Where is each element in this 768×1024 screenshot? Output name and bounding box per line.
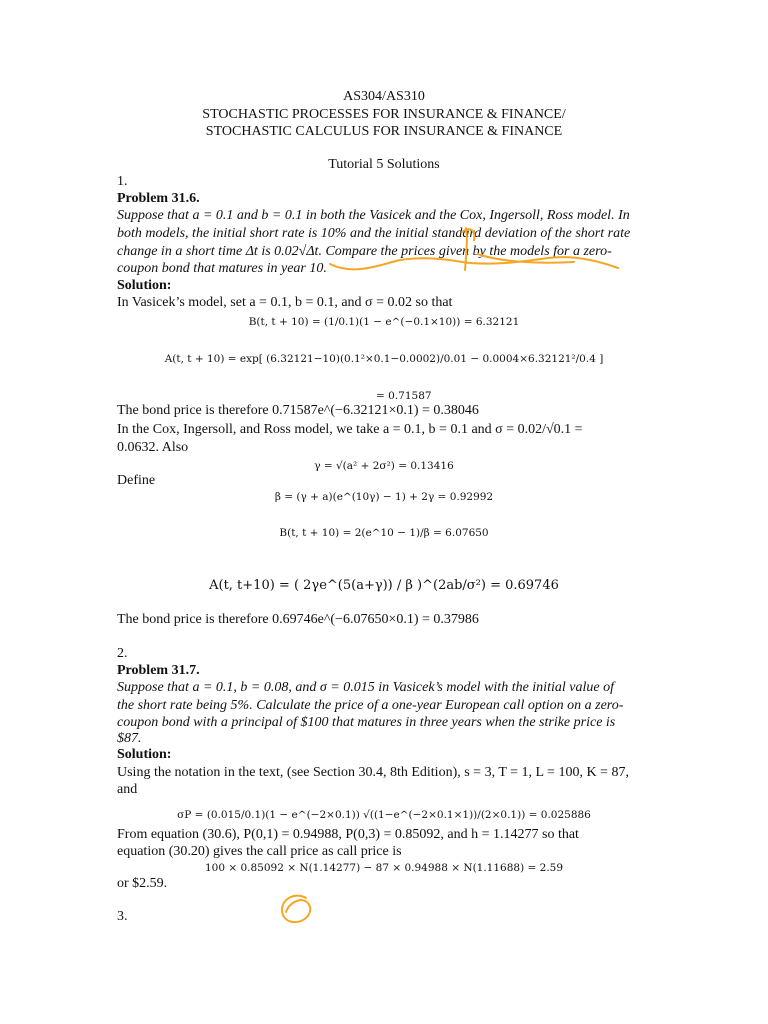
q1-eq-beta: β = (γ + a)(e^(10γ) − 1) + 2γ = 0.92992 bbox=[274, 491, 494, 503]
q2-eq-call: 100 × 0.85092 × N(1.14277) − 87 × 0.94988 × N(1.11688) = 2.59 bbox=[204, 862, 564, 874]
q2-eq-line1: From equation (30.6), P(0,1) = 0.94988, P(0,3) = 0.85092, and h = 1.14277 so that bbox=[117, 827, 579, 842]
q3-number: 3. bbox=[117, 909, 128, 924]
q2-eq-sigma: σP = (0.015/0.1)(1 − e^(−2×0.1)) √((1−e^(−2×0.1×1))/(2×0.1)) = 0.025886 bbox=[177, 809, 591, 821]
q1-statement-line: Suppose that a = 0.1 and b = 0.1 in both the Vasicek and the Cox, Ingersoll, Ross model. In bbox=[117, 208, 630, 223]
q1-eq-A2: A(t, t+10) = ( 2γe^(5(a+γ)) / β )^(2ab/σ²) = 0.69746 bbox=[209, 578, 559, 593]
q1-number: 1. bbox=[117, 174, 128, 189]
ink-handwritten-six bbox=[282, 896, 310, 923]
q1-vasicek-intro: In Vasicek’s model, set a = 0.1, b = 0.1, and σ = 0.02 so that bbox=[117, 295, 453, 310]
q1-eq-A: A(t, t + 10) = exp[ (6.32121−10)(0.1²×0.1−0.0002)/0.01 − 0.0004×6.32121²/0.4 ] bbox=[164, 353, 604, 365]
q1-cir-intro: In the Cox, Ingersoll, and Ross model, we take a = 0.1, b = 0.1 and σ = 0.02/√0.1 = bbox=[117, 422, 583, 437]
q1-eq-gamma: γ = √(a² + 2σ²) = 0.13416 bbox=[314, 460, 454, 472]
q2-or: or $2.59. bbox=[117, 876, 168, 891]
q2-solution-label: Solution: bbox=[117, 747, 172, 762]
doc-title-line2: STOCHASTIC CALCULUS FOR INSURANCE & FINANCE bbox=[205, 124, 563, 139]
q2-number: 2. bbox=[117, 646, 128, 661]
q2-statement-line: $87. bbox=[117, 731, 142, 746]
q2-statement-line: coupon bond with a principal of $100 that matures in three years when the strike price is bbox=[117, 715, 616, 730]
q1-statement-line: coupon bond that matures in year 10. bbox=[117, 261, 327, 276]
course-code: AS304/AS310 bbox=[343, 89, 425, 104]
q1-eq-B: B(t, t + 10) = (1/0.1)(1 − e^(−0.1×10)) = 6.32121 bbox=[248, 316, 520, 328]
q2-and: and bbox=[117, 782, 138, 797]
tutorial-title: Tutorial 5 Solutions bbox=[328, 157, 440, 172]
q2-notation: Using the notation in the text, (see Section 30.4, 8th Edition), s = 3, T = 1, L = 100, K = 87, bbox=[117, 765, 629, 780]
q2-statement-line: the short rate being 5%. Calculate the price of a one-year European call option on a zero- bbox=[117, 698, 624, 713]
q1-vasicek-price: The bond price is therefore 0.71587e^(−6.32121×0.1) = 0.38046 bbox=[117, 403, 479, 418]
q1-eq-B2: B(t, t + 10) = 2(e^10 − 1)/β = 6.07650 bbox=[279, 527, 489, 539]
q1-statement-line: change in a short time Δt is 0.02√Δt. Compare the prices given by the models for a zero- bbox=[117, 244, 612, 259]
q1-statement-line: both models, the initial short rate is 10% and the initial standard deviation of the short rate bbox=[117, 226, 631, 241]
q2-eq-line2: equation (30.20) gives the call price as call price is bbox=[117, 844, 402, 859]
doc-title-line1: STOCHASTIC PROCESSES FOR INSURANCE & FINANCE/ bbox=[202, 107, 566, 122]
q2-problem-heading: Problem 31.7. bbox=[117, 663, 200, 678]
q1-eq-A-value: = 0.71587 bbox=[376, 390, 432, 402]
q1-solution-label: Solution: bbox=[117, 278, 172, 293]
q2-statement-line: Suppose that a = 0.1, b = 0.08, and σ = 0.015 in Vasicek’s model with the initial value of bbox=[117, 680, 614, 695]
q1-cir-intro-2: 0.0632. Also bbox=[117, 440, 189, 455]
q1-problem-heading: Problem 31.6. bbox=[117, 191, 200, 206]
q1-cir-price: The bond price is therefore 0.69746e^(−6.07650×0.1) = 0.37986 bbox=[117, 612, 479, 627]
q1-define: Define bbox=[117, 473, 156, 488]
